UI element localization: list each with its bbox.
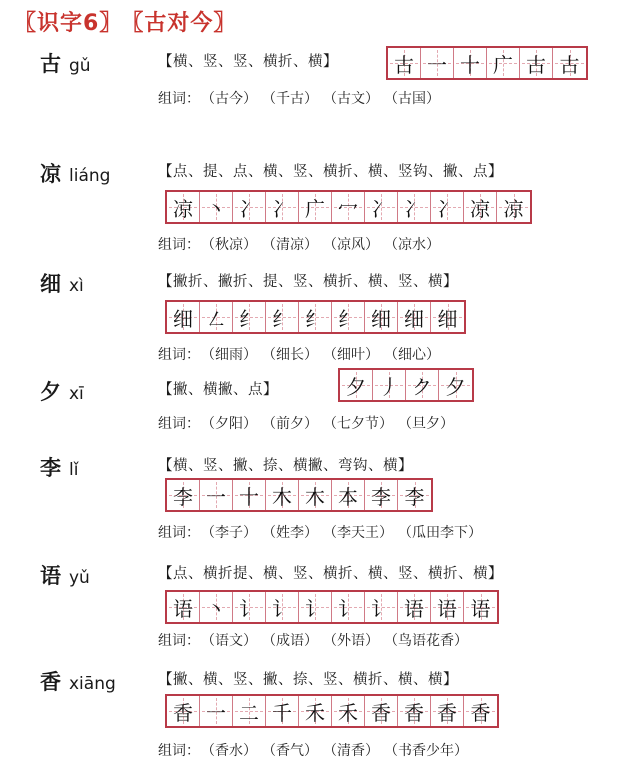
stroke-cell — [421, 48, 454, 78]
word-item: （清凉） — [269, 237, 318, 253]
stroke-cell — [398, 192, 431, 222]
stroke-step: 冫 — [437, 196, 457, 221]
stroke-cell — [464, 592, 497, 622]
stroke-step: 语 — [404, 596, 424, 621]
stroke-cell — [299, 696, 332, 726]
stroke-step: 本 — [338, 484, 358, 509]
word-item: （千古） — [269, 91, 318, 107]
stroke-step: 细 — [371, 306, 391, 331]
stroke-cell — [553, 48, 586, 78]
stroke-cell — [167, 302, 200, 332]
word-item: （旦夕） — [405, 416, 454, 432]
stroke-cell — [373, 370, 406, 400]
word-item: （细长） — [269, 347, 318, 363]
word-item: （七夕节） — [330, 416, 393, 432]
stroke-grid — [386, 46, 588, 80]
stroke-cell — [398, 696, 431, 726]
stroke-step: 木 — [305, 484, 325, 509]
stroke-step: 一 — [206, 700, 226, 725]
stroke-cell — [332, 592, 365, 622]
stroke-step: 广 — [493, 52, 513, 77]
stroke-step: 凉 — [173, 196, 193, 221]
stroke-cell — [266, 192, 299, 222]
word-examples — [158, 234, 452, 254]
pinyin: xiāng — [69, 674, 116, 694]
stroke-step: 纟 — [305, 306, 325, 331]
word-item: （细叶） — [330, 347, 379, 363]
word-item: （细雨） — [208, 347, 257, 363]
stroke-grid — [165, 300, 466, 334]
stroke-step: 纟 — [239, 306, 259, 331]
stroke-cell — [233, 480, 266, 510]
stroke-step: 丶 — [206, 196, 226, 221]
stroke-step: 细 — [437, 306, 458, 331]
word-examples — [158, 630, 480, 650]
stroke-cell — [200, 192, 233, 222]
character-heading — [40, 452, 78, 482]
word-item: （古文） — [330, 91, 379, 107]
word-item: （李天王） — [330, 525, 393, 541]
stroke-cell — [365, 480, 398, 510]
stroke-order-text: 【撇折、撇折、提、竖、横折、横、竖、横】 — [158, 274, 458, 290]
word-item: （香气） — [269, 743, 318, 759]
stroke-grid — [338, 368, 474, 402]
stroke-step: 一 — [427, 52, 447, 77]
word-item: （姓李） — [269, 525, 318, 541]
stroke-cell — [398, 480, 431, 510]
stroke-cell — [200, 480, 233, 510]
words-label: 组词： — [158, 743, 200, 759]
stroke-step: 一 — [206, 484, 226, 509]
stroke-cell — [431, 592, 464, 622]
stroke-cell — [332, 302, 365, 332]
character: 夕 — [40, 379, 61, 404]
words-label: 组词： — [158, 347, 200, 363]
stroke-cell — [365, 592, 398, 622]
word-examples — [158, 522, 494, 542]
stroke-step: 十 — [239, 484, 259, 509]
stroke-cell — [497, 192, 530, 222]
stroke-step: 讠 — [239, 596, 259, 621]
word-examples — [158, 413, 466, 433]
stroke-cell — [266, 696, 299, 726]
title-lesson: 〖识字6〗 — [14, 11, 123, 36]
stroke-grid — [165, 590, 499, 624]
stroke-cell — [431, 696, 464, 726]
pinyin: liáng — [69, 166, 111, 186]
word-item: （清香） — [330, 743, 379, 759]
stroke-cell — [431, 192, 464, 222]
stroke-order-text: 【撇、横撇、点】 — [158, 382, 278, 398]
word-item: （语文） — [208, 633, 257, 649]
character: 语 — [40, 563, 61, 588]
stroke-step: 纟 — [272, 306, 292, 331]
stroke-cell — [398, 302, 431, 332]
word-item: （香水） — [208, 743, 257, 759]
stroke-cell — [266, 302, 299, 332]
stroke-step: 二 — [239, 700, 259, 725]
stroke-step: 李 — [173, 484, 193, 509]
stroke-order-text: 【点、提、点、横、竖、横折、横、竖钩、撇、点】 — [158, 164, 503, 180]
stroke-cell — [431, 302, 464, 332]
stroke-cell — [167, 480, 200, 510]
stroke-step: 禾 — [338, 700, 358, 725]
word-item: （瓜田李下） — [405, 525, 482, 541]
stroke-step: 木 — [272, 484, 292, 509]
stroke-cell — [365, 192, 398, 222]
stroke-cell — [299, 592, 332, 622]
stroke-cell — [520, 48, 553, 78]
stroke-grid — [165, 190, 532, 224]
stroke-step: 语 — [173, 596, 193, 621]
word-item: （古今） — [208, 91, 257, 107]
stroke-step: 千 — [272, 700, 292, 725]
stroke-cell — [266, 480, 299, 510]
stroke-cell — [464, 192, 497, 222]
word-item: （鸟语花香） — [391, 633, 468, 649]
stroke-order-text: 【横、竖、撇、捺、横撇、弯钩、横】 — [158, 458, 413, 474]
word-item: （书香少年） — [391, 743, 468, 759]
stroke-cell — [266, 592, 299, 622]
stroke-step: 细 — [173, 306, 193, 331]
stroke-step: ㇜ — [206, 306, 226, 331]
stroke-step: 古 — [394, 52, 414, 77]
stroke-step: 香 — [173, 700, 193, 725]
stroke-step: 丶 — [206, 596, 226, 621]
stroke-cell — [454, 48, 487, 78]
character: 细 — [40, 271, 61, 296]
stroke-step: 凉 — [503, 196, 524, 221]
stroke-step: 十 — [460, 52, 480, 77]
character-heading — [40, 158, 110, 188]
words-label: 组词： — [158, 237, 200, 253]
word-item: （外语） — [330, 633, 379, 649]
stroke-step: 细 — [404, 306, 424, 331]
stroke-cell — [398, 592, 431, 622]
character: 香 — [40, 669, 61, 694]
word-item: （秋凉） — [208, 237, 257, 253]
stroke-cell — [167, 592, 200, 622]
pinyin: yǔ — [69, 568, 90, 588]
pinyin: xī — [69, 384, 84, 404]
stroke-cell — [332, 480, 365, 510]
stroke-step: 古 — [559, 52, 580, 77]
character: 李 — [40, 455, 61, 480]
stroke-step: 凉 — [470, 196, 490, 221]
stroke-cell — [439, 370, 472, 400]
word-item: （古国） — [391, 91, 440, 107]
stroke-cell — [233, 696, 266, 726]
stroke-grid — [165, 694, 499, 728]
stroke-step: 冖 — [338, 196, 358, 221]
stroke-cell — [365, 302, 398, 332]
stroke-cell — [299, 480, 332, 510]
stroke-step: 语 — [470, 596, 491, 621]
stroke-cell — [200, 696, 233, 726]
words-label: 组词： — [158, 525, 200, 541]
stroke-cell — [340, 370, 373, 400]
character-heading — [40, 666, 116, 696]
stroke-cell — [365, 696, 398, 726]
stroke-step: 香 — [470, 700, 491, 725]
stroke-step: 香 — [404, 700, 424, 725]
words-label: 组词： — [158, 91, 200, 107]
stroke-cell — [332, 696, 365, 726]
word-item: （凉水） — [391, 237, 440, 253]
pinyin: gǔ — [69, 56, 91, 76]
character-heading — [40, 48, 91, 78]
stroke-cell — [406, 370, 439, 400]
word-item: （凉风） — [330, 237, 379, 253]
stroke-step: 纟 — [338, 306, 358, 331]
word-item: （夕阳） — [208, 416, 257, 432]
pinyin: lǐ — [69, 460, 79, 480]
stroke-step: 冫 — [404, 196, 424, 221]
stroke-cell — [200, 302, 233, 332]
word-item: （细心） — [391, 347, 440, 363]
stroke-step: 古 — [526, 52, 546, 77]
stroke-cell — [464, 696, 497, 726]
word-examples — [158, 88, 452, 108]
stroke-step: 讠 — [305, 596, 325, 621]
words-label: 组词： — [158, 416, 200, 432]
stroke-step: 丿 — [379, 374, 399, 399]
stroke-grid — [165, 478, 433, 512]
stroke-cell — [233, 302, 266, 332]
stroke-cell — [388, 48, 421, 78]
stroke-cell — [200, 592, 233, 622]
stroke-step: 禾 — [305, 700, 325, 725]
word-examples — [158, 740, 480, 760]
stroke-step: 冫 — [272, 196, 292, 221]
stroke-step: 夕 — [445, 374, 466, 399]
stroke-step: 讠 — [272, 596, 292, 621]
page-title — [14, 6, 246, 37]
stroke-order-text: 【横、竖、竖、横折、横】 — [158, 54, 338, 70]
stroke-step: 冫 — [371, 196, 391, 221]
stroke-step: 香 — [437, 700, 457, 725]
stroke-cell — [233, 192, 266, 222]
word-item: （李子） — [208, 525, 257, 541]
stroke-order-text: 【撇、横、竖、撇、捺、竖、横折、横、横】 — [158, 672, 458, 688]
word-examples — [158, 344, 452, 364]
stroke-step: 香 — [371, 700, 391, 725]
stroke-cell — [167, 192, 200, 222]
stroke-step: 冫 — [239, 196, 259, 221]
stroke-step: 夕 — [346, 374, 366, 399]
character: 凉 — [40, 161, 61, 186]
stroke-order-text: 【点、横折提、横、竖、横折、横、竖、横折、横】 — [158, 566, 503, 582]
character: 古 — [40, 51, 61, 76]
stroke-step: 讠 — [371, 596, 391, 621]
character-heading — [40, 560, 90, 590]
word-item: （成语） — [269, 633, 318, 649]
stroke-step: 李 — [371, 484, 391, 509]
stroke-step: 语 — [437, 596, 457, 621]
stroke-step: 讠 — [338, 596, 358, 621]
character-heading — [40, 268, 84, 298]
pinyin: xì — [69, 276, 84, 296]
stroke-cell — [487, 48, 520, 78]
words-label: 组词： — [158, 633, 200, 649]
stroke-cell — [167, 696, 200, 726]
stroke-cell — [299, 192, 332, 222]
title-topic: 〖古对今〗 — [132, 11, 237, 36]
character-heading — [40, 376, 84, 406]
stroke-step: 李 — [404, 484, 425, 509]
word-item: （前夕） — [269, 416, 318, 432]
stroke-cell — [332, 192, 365, 222]
stroke-cell — [299, 302, 332, 332]
stroke-cell — [233, 592, 266, 622]
stroke-step: 广 — [305, 196, 325, 221]
stroke-step: ク — [412, 374, 432, 399]
